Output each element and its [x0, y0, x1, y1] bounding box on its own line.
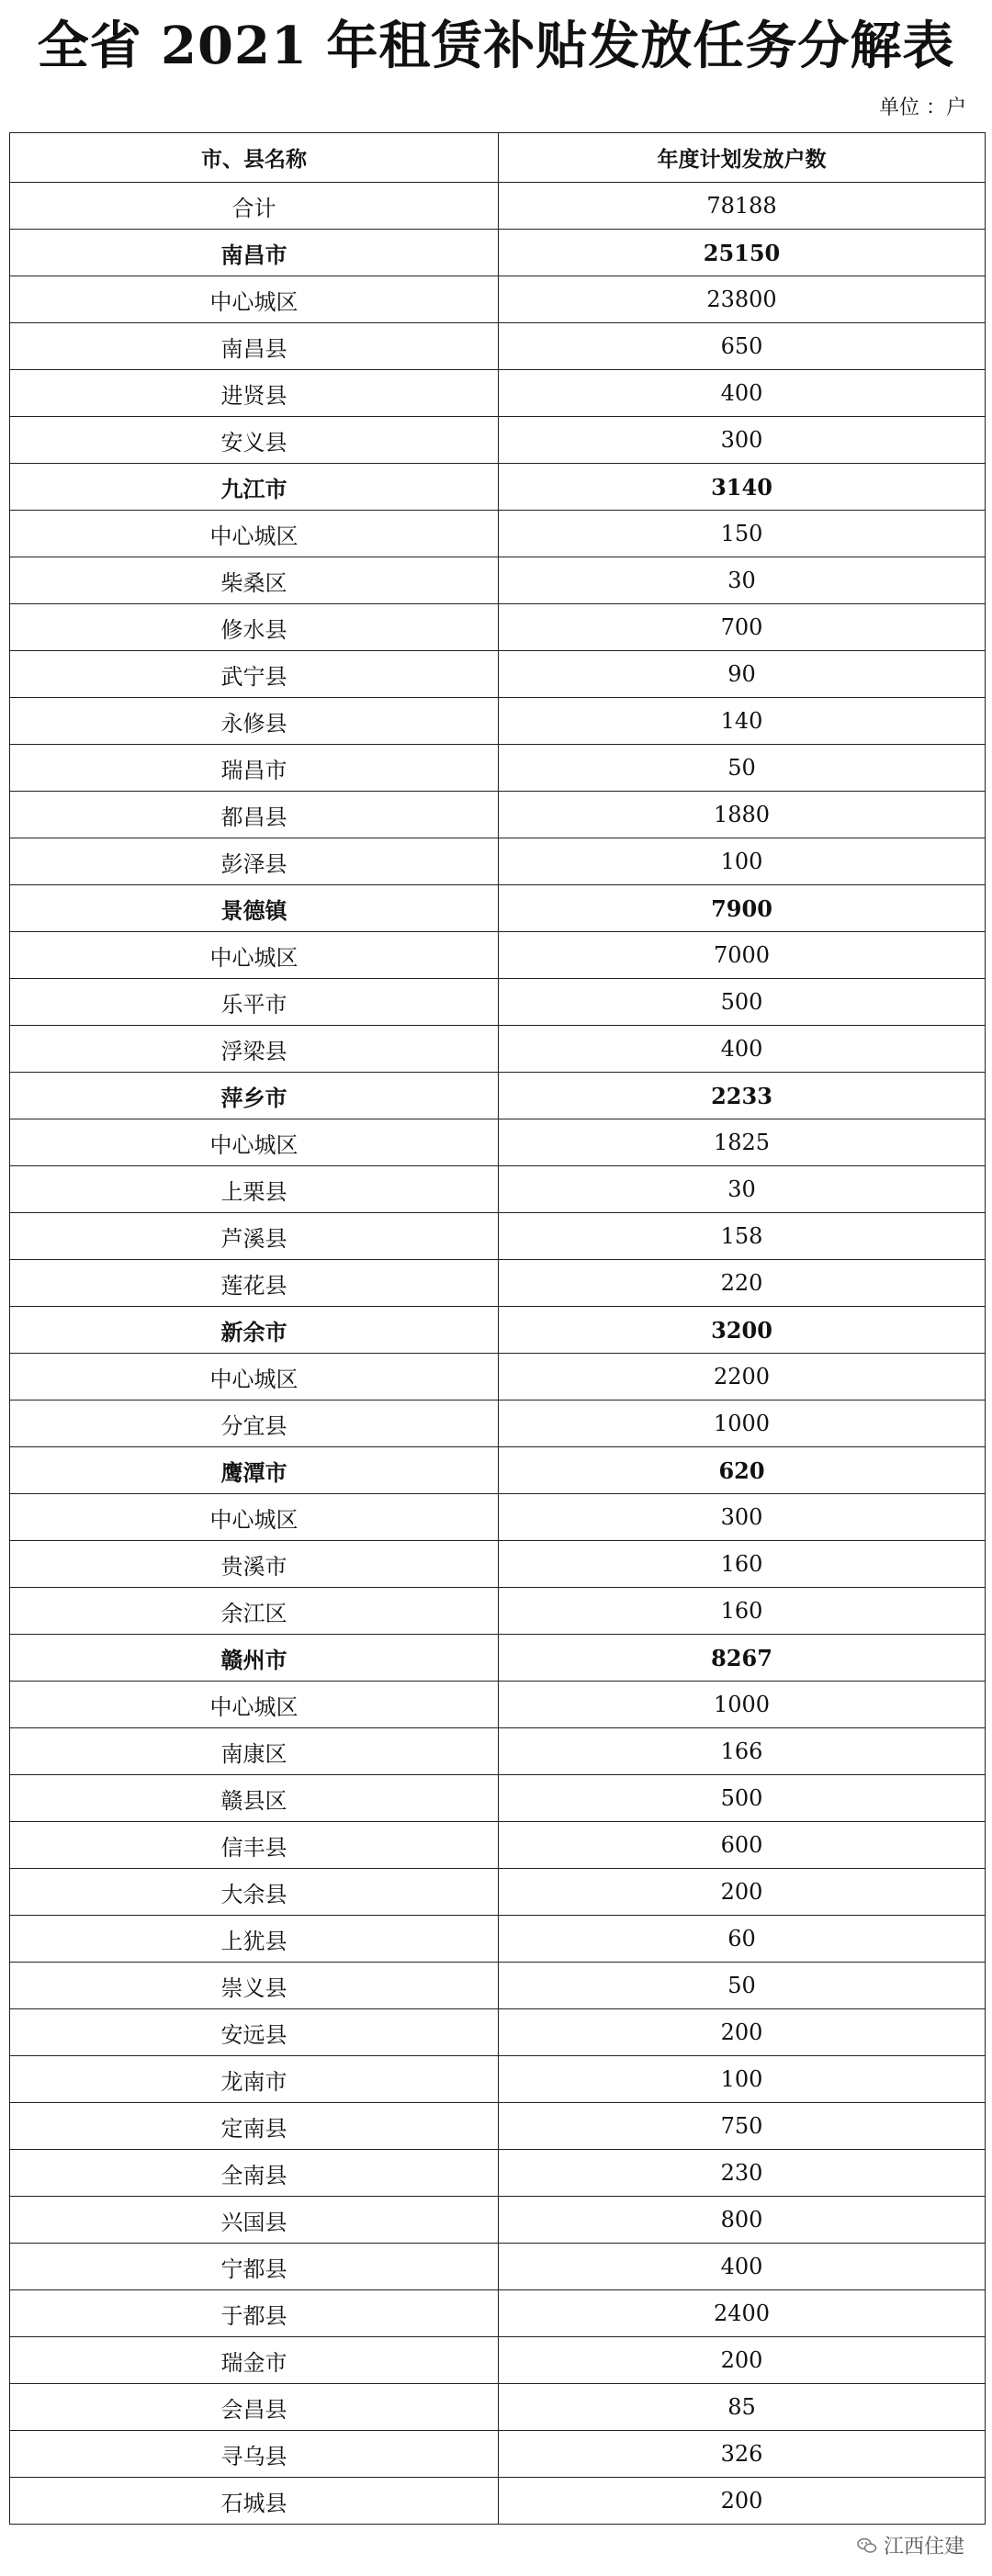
table-row: [10, 1494, 986, 1541]
region-name-cell: 萍乡市: [10, 1073, 499, 1119]
household-count-cell: 300: [499, 417, 986, 464]
region-name-cell: 南昌市: [10, 230, 499, 276]
region-name-cell: 景德镇: [10, 885, 499, 932]
region-name-cell: 修水县: [10, 604, 499, 651]
page-title: 全省 2021 年租赁补贴发放任务分解表: [37, 16, 955, 76]
region-name-cell: 进贤县: [10, 370, 499, 417]
household-count-cell: 600: [499, 1822, 986, 1869]
region-name-cell: 中心城区: [10, 1494, 499, 1541]
table-row: [10, 2384, 986, 2431]
household-count-cell: 2200: [499, 1354, 986, 1400]
table-row: [10, 885, 986, 932]
region-name-cell: 大余县: [10, 1869, 499, 1916]
household-count-cell: 7000: [499, 932, 986, 979]
household-count-cell: 2233: [499, 1073, 986, 1119]
table-row: [10, 1213, 986, 1260]
household-count-cell: 25150: [499, 230, 986, 276]
household-count-cell: 50: [499, 1963, 986, 2009]
table-row: [10, 1260, 986, 1307]
household-count-cell: 1825: [499, 1119, 986, 1166]
watermark: [856, 2531, 964, 2559]
household-count-cell: 7900: [499, 885, 986, 932]
region-name-cell: 彭泽县: [10, 838, 499, 885]
household-count-cell: 158: [499, 1213, 986, 1260]
region-name-cell: 安远县: [10, 2009, 499, 2056]
region-name-cell: 余江区: [10, 1588, 499, 1635]
household-count-cell: 230: [499, 2150, 986, 2197]
table-row: [10, 1026, 986, 1073]
household-count-cell: 3140: [499, 464, 986, 511]
table-row: [10, 1354, 986, 1400]
household-count-cell: 23800: [499, 276, 986, 323]
region-name-cell: 中心城区: [10, 276, 499, 323]
region-name-cell: 全南县: [10, 2150, 499, 2197]
household-count-cell: 2400: [499, 2290, 986, 2337]
table-row: [10, 1869, 986, 1916]
region-name-cell: 乐平市: [10, 979, 499, 1026]
region-name-cell: 瑞金市: [10, 2337, 499, 2384]
household-count-cell: 1000: [499, 1400, 986, 1447]
table-header-row: [10, 133, 986, 183]
watermark-text: 江西住建: [883, 2536, 964, 2559]
household-count-cell: 220: [499, 1260, 986, 1307]
table-row: [10, 2009, 986, 2056]
household-count-cell: 700: [499, 604, 986, 651]
table-row: [10, 838, 986, 885]
household-count-cell: 85: [499, 2384, 986, 2431]
household-count-cell: 150: [499, 511, 986, 557]
region-name-cell: 寻乌县: [10, 2431, 499, 2478]
household-count-cell: 1880: [499, 792, 986, 838]
household-count-cell: 3200: [499, 1307, 986, 1354]
table-row: [10, 792, 986, 838]
table-row: [10, 2244, 986, 2290]
table-row: [10, 2290, 986, 2337]
region-name-cell: 于都县: [10, 2290, 499, 2337]
region-name-cell: 南康区: [10, 1728, 499, 1775]
table-row: [10, 745, 986, 792]
table-row: [10, 183, 986, 230]
region-name-cell: 龙南市: [10, 2056, 499, 2103]
household-count-cell: 30: [499, 1166, 986, 1213]
household-count-cell: 1000: [499, 1682, 986, 1728]
household-count-cell: 400: [499, 2244, 986, 2290]
household-count-cell: 400: [499, 1026, 986, 1073]
household-count-cell: 50: [499, 745, 986, 792]
table-row: [10, 2150, 986, 2197]
table-row: [10, 698, 986, 745]
table-row: [10, 2431, 986, 2478]
household-count-cell: 160: [499, 1541, 986, 1588]
region-name-cell: 莲花县: [10, 1260, 499, 1307]
table-row: [10, 2056, 986, 2103]
region-name-cell: 中心城区: [10, 511, 499, 557]
table-row: [10, 1682, 986, 1728]
table-row: [10, 370, 986, 417]
table-row: [10, 464, 986, 511]
unit-label: 单位 ：户: [879, 96, 966, 119]
region-name-cell: 会昌县: [10, 2384, 499, 2431]
region-name-cell: 赣州市: [10, 1635, 499, 1682]
table-row: [10, 1635, 986, 1682]
table-row: [10, 1822, 986, 1869]
table-row: [10, 979, 986, 1026]
table-row: [10, 1166, 986, 1213]
region-name-cell: 都昌县: [10, 792, 499, 838]
wechat-icon: [856, 2535, 878, 2557]
household-count-cell: 166: [499, 1728, 986, 1775]
household-count-cell: 750: [499, 2103, 986, 2150]
table-row: [10, 1916, 986, 1963]
table-row: [10, 1447, 986, 1494]
table-row: [10, 1119, 986, 1166]
region-name-cell: 中心城区: [10, 1119, 499, 1166]
household-count-cell: 620: [499, 1447, 986, 1494]
region-name-cell: 上栗县: [10, 1166, 499, 1213]
table-row: [10, 1588, 986, 1635]
region-name-cell: 分宜县: [10, 1400, 499, 1447]
region-name-cell: 柴桑区: [10, 557, 499, 604]
region-name-cell: 上犹县: [10, 1916, 499, 1963]
household-count-cell: 160: [499, 1588, 986, 1635]
household-count-cell: 140: [499, 698, 986, 745]
region-name-cell: 信丰县: [10, 1822, 499, 1869]
table-row: [10, 557, 986, 604]
region-name-cell: 中心城区: [10, 1354, 499, 1400]
household-count-cell: 100: [499, 2056, 986, 2103]
table-row: [10, 1728, 986, 1775]
region-name-cell: 鹰潭市: [10, 1447, 499, 1494]
household-count-cell: 400: [499, 370, 986, 417]
table-row: [10, 2103, 986, 2150]
table-row: [10, 651, 986, 698]
region-name-cell: 中心城区: [10, 932, 499, 979]
region-name-cell: 兴国县: [10, 2197, 499, 2244]
region-name-cell: 浮梁县: [10, 1026, 499, 1073]
household-count-cell: 100: [499, 838, 986, 885]
region-name-cell: 永修县: [10, 698, 499, 745]
household-count-cell: 200: [499, 1869, 986, 1916]
table-row: [10, 323, 986, 370]
region-name-cell: 崇义县: [10, 1963, 499, 2009]
allocation-table: [9, 132, 986, 2525]
region-name-cell: 瑞昌市: [10, 745, 499, 792]
table-row: [10, 932, 986, 979]
region-name-cell: 南昌县: [10, 323, 499, 370]
household-count-cell: 500: [499, 1775, 986, 1822]
household-count-cell: 90: [499, 651, 986, 698]
table-row: [10, 417, 986, 464]
table-row: [10, 1073, 986, 1119]
household-count-cell: 200: [499, 2478, 986, 2525]
household-count-cell: 650: [499, 323, 986, 370]
region-name-cell: 贵溪市: [10, 1541, 499, 1588]
region-name-cell: 石城县: [10, 2478, 499, 2525]
household-count-cell: 78188: [499, 183, 986, 230]
household-count-cell: 8267: [499, 1635, 986, 1682]
table-row: [10, 1307, 986, 1354]
table-row: [10, 1963, 986, 2009]
region-name-cell: 武宁县: [10, 651, 499, 698]
header-region: 市、县名称: [10, 133, 499, 183]
table-row: [10, 1775, 986, 1822]
region-name-cell: 宁都县: [10, 2244, 499, 2290]
table-row: [10, 604, 986, 651]
household-count-cell: 800: [499, 2197, 986, 2244]
household-count-cell: 60: [499, 1916, 986, 1963]
household-count-cell: 300: [499, 1494, 986, 1541]
household-count-cell: 200: [499, 2337, 986, 2384]
region-name-cell: 赣县区: [10, 1775, 499, 1822]
table-row: [10, 2337, 986, 2384]
region-name-cell: 合计: [10, 183, 499, 230]
region-name-cell: 定南县: [10, 2103, 499, 2150]
table-row: [10, 276, 986, 323]
region-name-cell: 芦溪县: [10, 1213, 499, 1260]
table-row: [10, 511, 986, 557]
table-row: [10, 2478, 986, 2525]
region-name-cell: 九江市: [10, 464, 499, 511]
household-count-cell: 500: [499, 979, 986, 1026]
household-count-cell: 30: [499, 557, 986, 604]
household-count-cell: 326: [499, 2431, 986, 2478]
table-row: [10, 1400, 986, 1447]
region-name-cell: 安义县: [10, 417, 499, 464]
header-households: 年度计划发放户数: [499, 133, 986, 183]
table-body: [10, 183, 986, 2525]
table-row: [10, 2197, 986, 2244]
table-row: [10, 230, 986, 276]
region-name-cell: 中心城区: [10, 1682, 499, 1728]
region-name-cell: 新余市: [10, 1307, 499, 1354]
household-count-cell: 200: [499, 2009, 986, 2056]
table-row: [10, 1541, 986, 1588]
